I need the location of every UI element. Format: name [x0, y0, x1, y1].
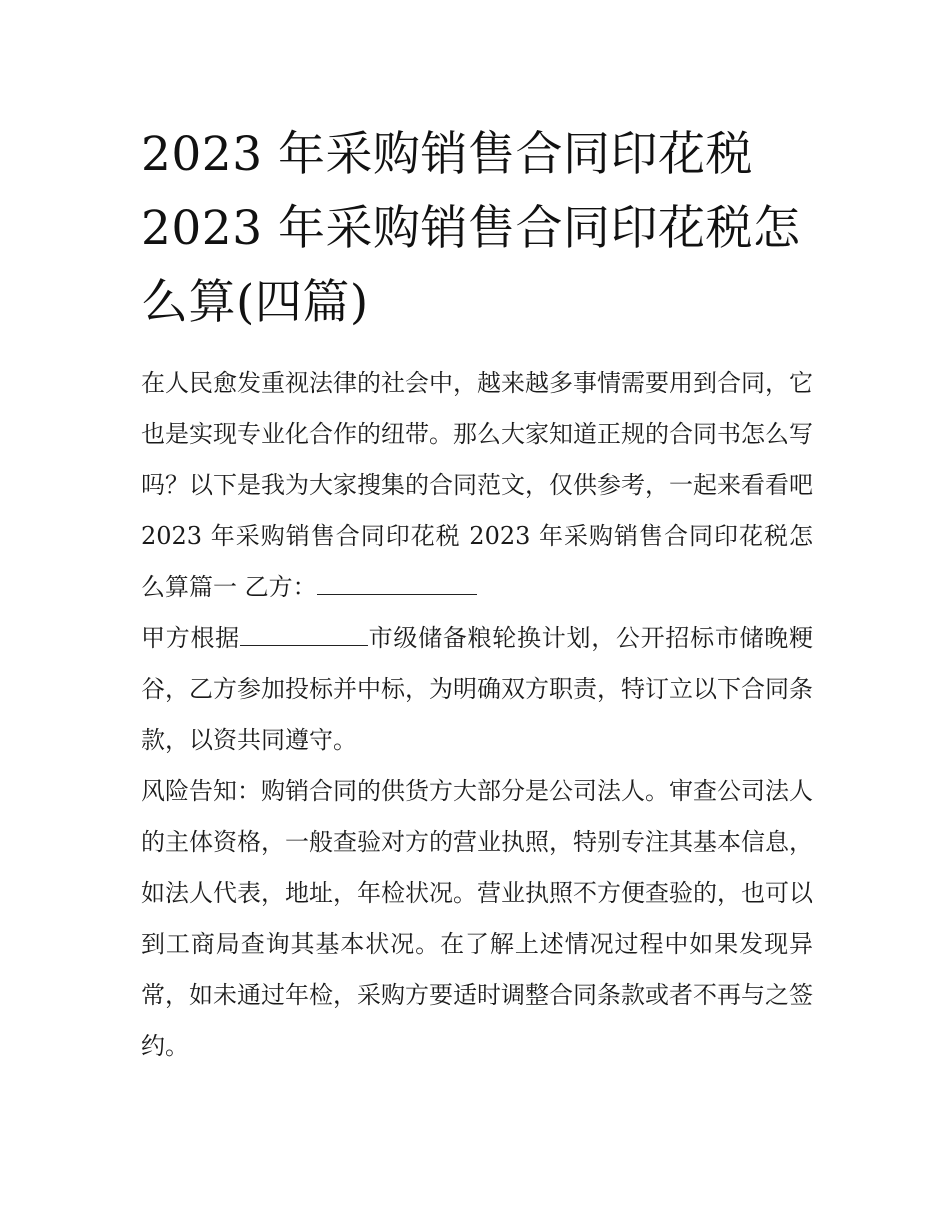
title-line-1: 2023 年采购销售合同印花税: [141, 127, 754, 182]
document-body: [141, 118, 813, 1072]
section-heading-text: 2023 年采购销售合同印花税 2023 年采购销售合同印花税怎么算篇一 乙方：: [141, 522, 813, 601]
document-title: [141, 118, 813, 340]
contract-basis-prefix: 甲方根据: [141, 624, 240, 652]
risk-notice-paragraph: 风险告知：购销合同的供货方大部分是公司法人。审查公司法人的主体资格，一般查验对方的营业执照，特别专注其基本信息，如法人代表，地址，年检状况。营业执照不方便查验的，也可以到工商局查询其基本状况。在了解上述情况过程中如果发现异常，如未通过年检，采购方要适时调整合同条款或者不再与之签约。: [141, 777, 813, 1060]
contract-basis-text: 市级储备粮轮换计划，公开招标市储晚粳谷，乙方参加投标并中标，为明确双方职责，特订立以下合同条款，以资共同遵守。: [141, 624, 814, 754]
intro-paragraph: 在人民愈发重视法律的社会中，越来越多事情需要用到合同，它也是实现专业化合作的纽带。那么大家知道正规的合同书怎么写吗？以下是我为大家搜集的合同范文，仅供参考，一起来看看吧: [141, 369, 813, 499]
city-blank: [240, 623, 368, 646]
contract-basis-paragraph: [141, 613, 813, 766]
title-line-2: 2023 年采购销售合同印花税怎么算(四篇): [141, 201, 801, 330]
section-heading-paragraph: [141, 511, 813, 613]
party-b-blank: [317, 572, 477, 595]
